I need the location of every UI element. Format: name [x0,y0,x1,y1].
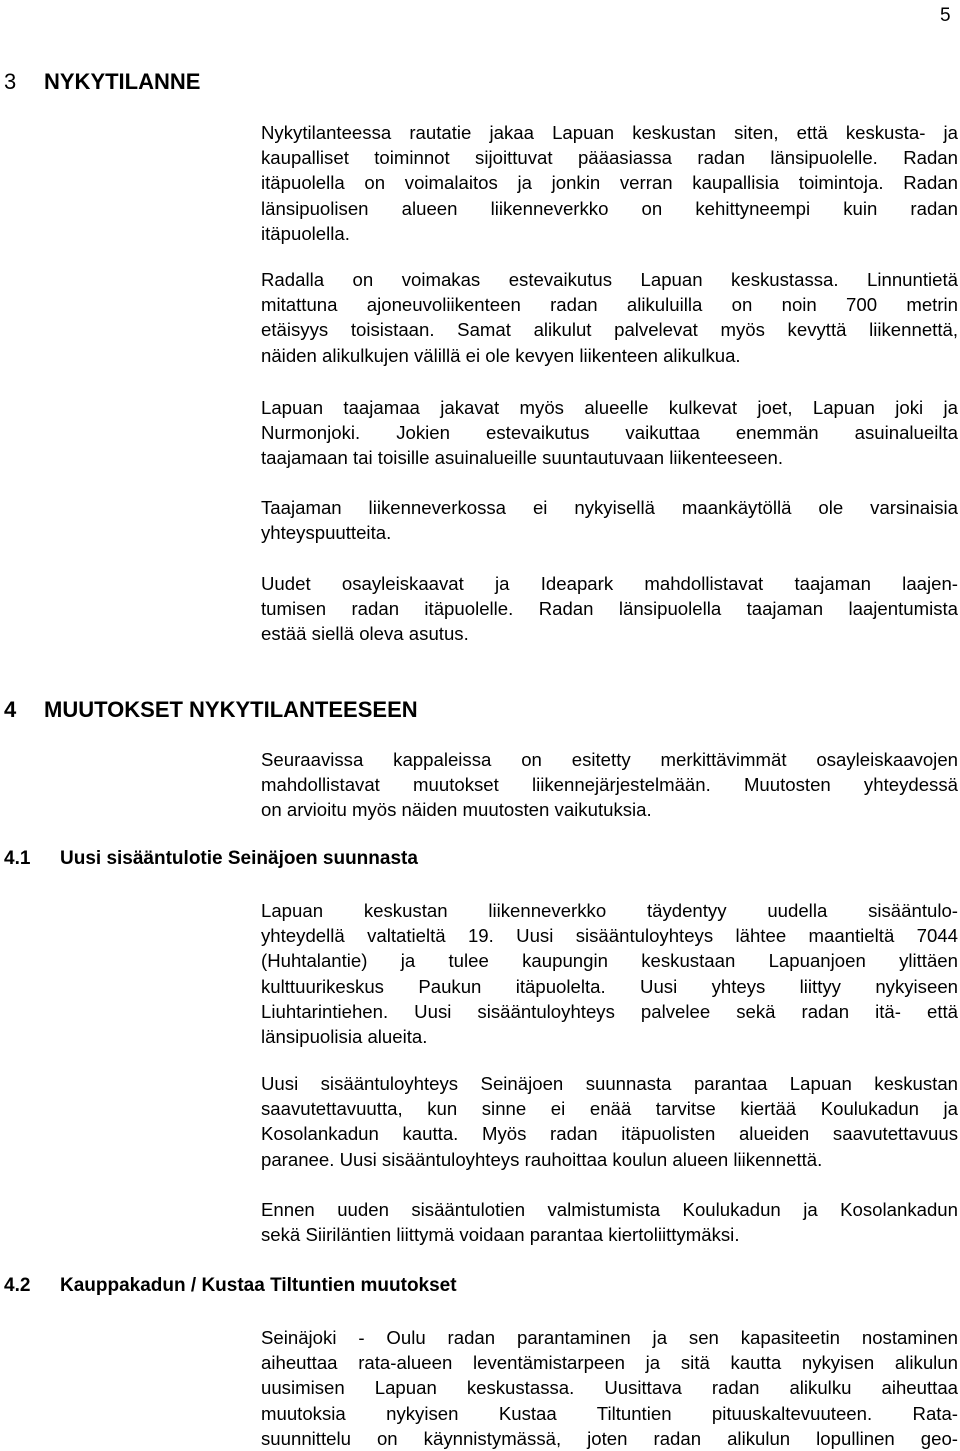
section-4-2-heading [4,1273,457,1299]
section-4-1-paragraph-2 [261,1071,958,1172]
text-line: Seuraavissa kappaleissa on esitetty merkittävimmät osayleiskaavojen [261,749,958,770]
section-4-1-paragraph-1 [261,898,958,1049]
text-line: Nykytilanteessa rautatie jakaa Lapuan keskustan siten, että keskusta- ja [261,122,958,143]
text-line: Taajaman liikenneverkossa ei nykyisellä maankäytöllä ole varsinaisia [261,497,958,518]
text-line: Uudet osayleiskaavat ja Ideapark mahdollistavat taajaman laajen- [261,573,958,594]
section-4-1-number: 4.1 [4,848,31,869]
text-line: (Huhtalantie) ja tulee kaupungin keskustaan Lapuanjoen ylittäen [261,950,958,972]
section-4-2-title: Kauppakadun / Kustaa Tiltuntien muutokset [60,1275,457,1296]
text-line: uusimisen Lapuan keskustassa. Uusittava radan alikulku aiheuttaa [261,1377,958,1399]
text-line: Radalla on voimakas estevaikutus Lapuan keskustassa. Linnuntietä [261,269,958,290]
text-line: näiden alikulkujen välillä ei ole kevyen liikenteen alikulkua. [261,344,741,366]
text-line: tumisen radan itäpuolelle. Radan länsipuolella taajaman laajentumista [261,598,958,620]
text-line: paranee. Uusi sisääntuloyhteys rauhoittaa koulun alueen liikennettä. [261,1148,823,1170]
section-4-number: 4 [4,697,17,722]
text-line: kulttuurikeskus Paukun itäpuolelta. Uusi yhteys liittyy nykyiseen [261,975,958,997]
section-3-paragraph-4 [261,495,958,545]
text-line: on arvioitu myös näiden muutosten vaikutuksia. [261,799,652,821]
text-line: yhteydellä valtatieltä 19. Uusi sisääntuloyhteys lähtee maantieltä 7044 [261,925,958,947]
text-line: itäpuolella on voimalaitos ja jonkin verran kaupallisia toimintoja. Radan [261,172,958,194]
text-line: mitattuna ajoneuvoliikenteen radan alikuluilla on noin 700 metrin [261,294,958,316]
text-line: Seinäjoki - Oulu radan parantaminen ja sen kapasiteetin nostaminen [261,1327,958,1348]
section-4-title: MUUTOKSET NYKYTILANTEESEEN [44,697,418,722]
section-4-2-paragraph-1 [261,1325,958,1451]
text-line: saavutettavuutta, kun sinne ei enää tarvitse kiertää Koulukadun ja [261,1098,958,1120]
text-line: muutoksia nykyisen Kustaa Tiltuntien pituuskaltevuuteen. Rata- [261,1402,958,1424]
section-4-heading [4,696,418,724]
text-line: Lapuan taajamaa jakavat myös alueelle kulkevat joet, Lapuan joki ja [261,397,958,418]
section-3-heading [4,68,200,96]
text-line: kaupalliset toiminnot sijoittuvat pääasiassa radan länsipuolelle. Radan [261,147,958,169]
section-3-paragraph-2 [261,267,958,368]
section-3-title: NYKYTILANNE [44,69,201,94]
text-line: Ennen uuden sisääntulotien valmistumista Koulukadun ja Kosolankadun [261,1199,958,1220]
text-line: etäisyys toisistaan. Samat alikulut palvelevat myös kevyttä liikennettä, [261,319,958,341]
text-line: Uusi sisääntuloyhteys Seinäjoen suunnasta parantaa Lapuan keskustan [261,1073,958,1094]
text-line: itäpuolella. [261,222,350,244]
section-4-1-paragraph-3 [261,1197,958,1247]
text-line: sekä Siiriläntien liittymä voidaan parantaa kiertoliittymäksi. [261,1224,740,1246]
section-4-intro [261,747,958,823]
section-3-paragraph-5 [261,571,958,647]
text-line: aiheuttaa rata-alueen leventämistarpeen ja sitä kautta nykyisen alikulun [261,1352,958,1374]
text-line: mahdollistavat muutokset liikennejärjestelmään. Muutosten yhteydessä [261,774,958,796]
text-line: länsipuolisia alueita. [261,1025,428,1047]
text-line: yhteyspuutteita. [261,522,392,544]
text-line: Nurmonjoki. Jokien estevaikutus vaikuttaa enemmän asuinalueilta [261,422,958,444]
text-line: Lapuan keskustan liikenneverkko täydentyy uudella sisääntulo- [261,900,958,921]
text-line: Kosolankadun kautta. Myös radan itäpuolisten alueiden saavutettavuus [261,1123,958,1145]
section-4-2-number: 4.2 [4,1275,31,1296]
page-number: 5 [940,5,951,26]
text-line: taajamaan tai toisille asuinalueille suuntautuvaan liikenteeseen. [261,447,784,469]
section-3-number: 3 [4,69,17,94]
text-line: estää siellä oleva asutus. [261,623,469,645]
section-3-paragraph-3 [261,395,958,471]
text-line: suunnittelu on käynnistymässä, joten radan alikulun lopullinen geo- [261,1427,958,1449]
text-line: Liuhtarintiehen. Uusi sisääntuloyhteys palvelee sekä radan itä- että [261,1000,958,1022]
section-3-paragraph-1 [261,120,958,246]
section-4-1-title: Uusi sisääntulotie Seinäjoen suunnasta [60,848,418,869]
text-line: länsipuolisen alueen liikenneverkko on kehittyneempi kuin radan [261,197,958,219]
section-4-1-heading [4,846,418,872]
